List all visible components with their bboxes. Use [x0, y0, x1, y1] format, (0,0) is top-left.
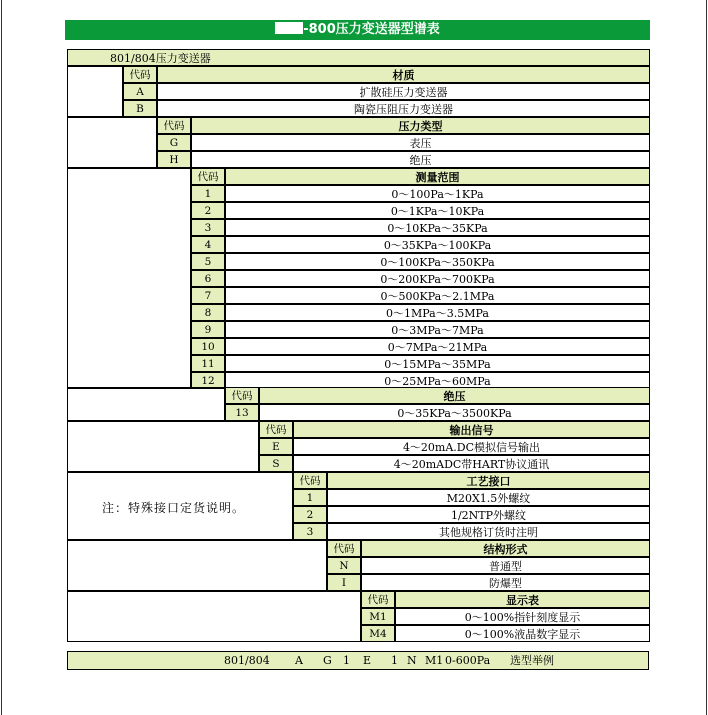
pressure_type-desc: 表压 — [191, 134, 650, 151]
pressure_type-header: 压力类型 — [191, 117, 650, 134]
example-code: E — [363, 654, 372, 667]
example-label: 选型举例 — [510, 654, 554, 667]
display-desc: 0～100%液晶数字显示 — [395, 625, 650, 642]
range-desc: 0～10KPa～35KPa — [225, 219, 650, 236]
structure-desc: 普通型 — [361, 557, 650, 574]
range-code: 12 — [191, 372, 225, 389]
range-code: 4 — [191, 236, 225, 253]
process-header: 工艺接口 — [327, 472, 650, 489]
range-code: 6 — [191, 270, 225, 287]
example-code: 1 — [343, 654, 350, 667]
range-desc: 0～100KPa～350KPa — [225, 253, 650, 270]
range-desc: 0～15MPa～35MPa — [225, 355, 650, 372]
page-left-edge — [1, 0, 2, 715]
range-left-block — [67, 168, 191, 389]
page-title — [65, 20, 650, 40]
process-code-header: 代码 — [293, 472, 327, 489]
title-redaction — [275, 22, 303, 34]
pressure_type-desc: 绝压 — [191, 151, 650, 168]
pressure_type-code-header: 代码 — [157, 117, 191, 134]
range-desc: 0～25MPa～60MPa — [225, 372, 650, 389]
absolute-code-header: 代码 — [225, 387, 259, 404]
material-desc: 陶瓷压阻压力变送器 — [157, 100, 650, 117]
page-right-edge — [706, 0, 707, 715]
material-left-block — [67, 66, 123, 117]
range-code: 8 — [191, 304, 225, 321]
range-code: 1 — [191, 185, 225, 202]
page-title-text: -800压力变送器型谱表 — [303, 22, 440, 37]
structure-header: 结构形式 — [361, 540, 650, 557]
output-code: S — [259, 455, 293, 472]
output-code: E — [259, 438, 293, 455]
display-left-block — [67, 591, 361, 642]
display-desc: 0～100%指针刻度显示 — [395, 608, 650, 625]
model-label-row: 801/804压力变送器 — [67, 49, 650, 66]
absolute-left-block — [67, 387, 225, 421]
example-code: A — [295, 654, 303, 667]
pressure_type-left-block — [67, 117, 157, 168]
range-code: 2 — [191, 202, 225, 219]
structure-left-block — [67, 540, 327, 591]
example-code: 1 — [391, 654, 398, 667]
structure-code: N — [327, 557, 361, 574]
display-code-header: 代码 — [361, 591, 395, 608]
range-code: 9 — [191, 321, 225, 338]
process-code: 1 — [293, 489, 327, 506]
process-desc: M20X1.5外螺纹 — [327, 489, 650, 506]
material-desc: 扩散硅压力变送器 — [157, 83, 650, 100]
range-desc: 0～1MPa～3.5MPa — [225, 304, 650, 321]
range-desc: 0～100Pa～1KPa — [225, 185, 650, 202]
pressure_type-code: H — [157, 151, 191, 168]
absolute-desc: 0～35KPa～3500KPa — [259, 404, 650, 421]
pressure_type-code: G — [157, 134, 191, 151]
material-code: A — [123, 83, 157, 100]
absolute-code: 13 — [225, 404, 259, 421]
range-desc: 0～200KPa～700KPa — [225, 270, 650, 287]
material-header: 材质 — [157, 66, 650, 83]
range-desc: 0～1KPa～10KPa — [225, 202, 650, 219]
process-note: 注：特殊接口定货说明。 — [102, 501, 246, 515]
range-code: 3 — [191, 219, 225, 236]
example-code: G — [323, 654, 332, 667]
range-code: 11 — [191, 355, 225, 372]
display-code: M4 — [361, 625, 395, 642]
output-left-block — [67, 421, 259, 472]
example-code: N — [407, 654, 417, 667]
output-desc: 4～20mADC带HART协议通讯 — [293, 455, 650, 472]
range-desc: 0～500KPa～2.1MPa — [225, 287, 650, 304]
process-code: 3 — [293, 523, 327, 540]
material-code-header: 代码 — [123, 66, 157, 83]
example-code: M1 — [425, 654, 444, 667]
range-code: 10 — [191, 338, 225, 355]
output-desc: 4～20mA.DC模拟信号输出 — [293, 438, 650, 455]
output-code-header: 代码 — [259, 421, 293, 438]
process-desc: 1/2NTP外螺纹 — [327, 506, 650, 523]
range-code: 7 — [191, 287, 225, 304]
process-code: 2 — [293, 506, 327, 523]
absolute-header: 绝压 — [259, 387, 650, 404]
structure-code-header: 代码 — [327, 540, 361, 557]
process-desc: 其他规格订货时注明 — [327, 523, 650, 540]
range-header: 测量范围 — [225, 168, 650, 185]
display-code: M1 — [361, 608, 395, 625]
structure-code: I — [327, 574, 361, 591]
range-desc: 0～35KPa～100KPa — [225, 236, 650, 253]
display-header: 显示表 — [395, 591, 650, 608]
example-code: 0-600Pa — [445, 654, 491, 667]
example-model: 801/804 — [224, 654, 270, 667]
output-header: 输出信号 — [293, 421, 650, 438]
range-code-header: 代码 — [191, 168, 225, 185]
example-bar — [67, 651, 649, 670]
range-desc: 0～3MPa～7MPa — [225, 321, 650, 338]
material-code: B — [123, 100, 157, 117]
structure-desc: 防爆型 — [361, 574, 650, 591]
range-code: 5 — [191, 253, 225, 270]
range-desc: 0～7MPa～21MPa — [225, 338, 650, 355]
